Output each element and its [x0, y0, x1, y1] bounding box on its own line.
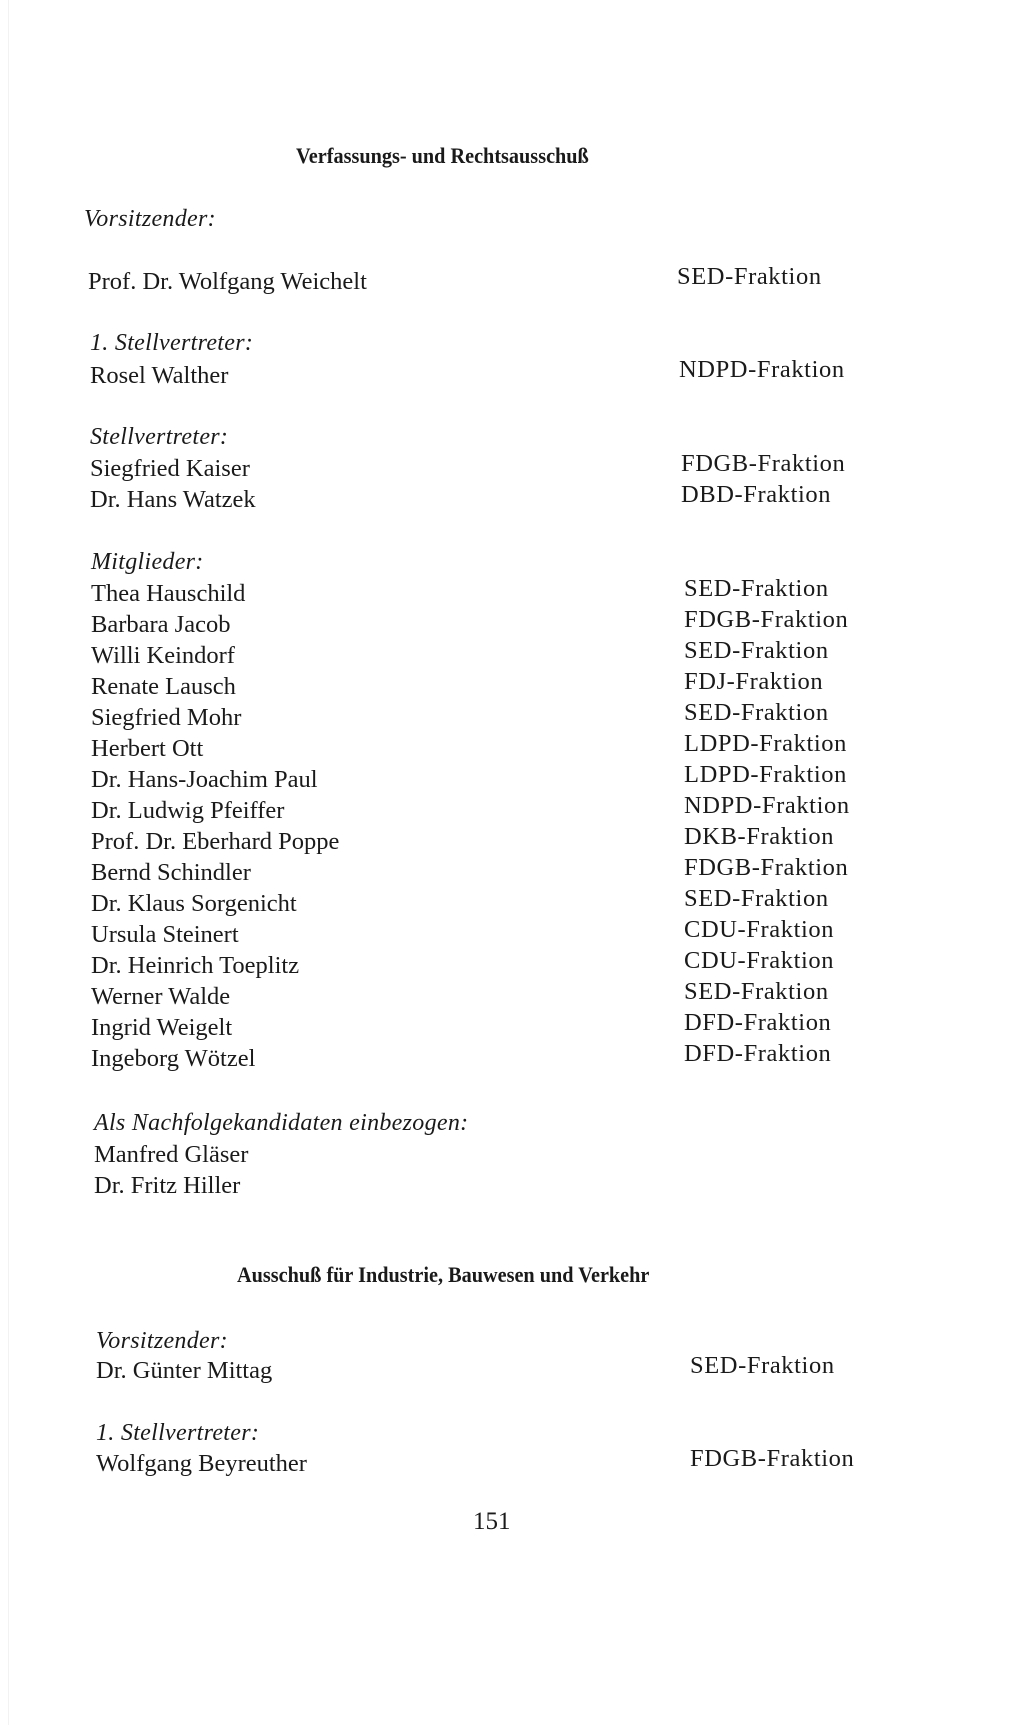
section1-successors-label: Als Nachfolgekandidaten einbezogen: [94, 1110, 469, 1136]
section2-title: Ausschuß für Industrie, Bauwesen und Verkehr [237, 1262, 650, 1287]
member-name: Siegfried Mohr [91, 704, 242, 731]
member-name: Willi Keindorf [91, 642, 235, 669]
member-name: Barbara Jacob [91, 611, 231, 638]
section1-chair-faction: SED-Fraktion [677, 263, 822, 290]
member-faction: FDJ-Fraktion [684, 668, 824, 695]
section1-deputy-name: Siegfried Kaiser [90, 455, 250, 482]
section1-deputy1-label: 1. Stellvertreter: [90, 330, 254, 356]
member-name: Dr. Klaus Sorgenicht [91, 890, 297, 917]
member-name: Renate Lausch [91, 673, 236, 700]
member-faction: SED-Fraktion [684, 885, 829, 912]
member-faction: CDU-Fraktion [684, 916, 835, 943]
member-faction: FDGB-Fraktion [684, 854, 849, 881]
section2-chair-label: Vorsitzender: [96, 1328, 228, 1354]
section1-deputy1-name: Rosel Walther [90, 362, 229, 389]
member-faction: SED-Fraktion [684, 575, 829, 602]
section1-deputy-faction: DBD-Fraktion [681, 481, 832, 508]
section1-deputy1-faction: NDPD-Fraktion [679, 356, 845, 383]
member-faction: DFD-Fraktion [684, 1040, 832, 1067]
page-number: 151 [473, 1508, 511, 1535]
member-faction: DFD-Fraktion [684, 1009, 832, 1036]
member-name: Ingeborg Wötzel [91, 1045, 256, 1072]
member-name: Dr. Ludwig Pfeiffer [91, 797, 285, 824]
successor-name: Dr. Fritz Hiller [94, 1172, 241, 1199]
member-name: Werner Walde [91, 983, 231, 1010]
section1-deputy-faction: FDGB-Fraktion [681, 450, 846, 477]
member-faction: SED-Fraktion [684, 978, 829, 1005]
member-faction: SED-Fraktion [684, 637, 829, 664]
member-name: Herbert Ott [91, 735, 204, 762]
section2-chair-name: Dr. Günter Mittag [96, 1357, 273, 1384]
section1-chair-name: Prof. Dr. Wolfgang Weichelt [88, 268, 367, 295]
section1-title: Verfassungs- und Rechtsausschuß [296, 143, 589, 168]
successor-name: Manfred Gläser [94, 1141, 249, 1168]
member-name: Bernd Schindler [91, 859, 251, 886]
member-name: Ursula Steinert [91, 921, 239, 948]
section1-deputies-label: Stellvertreter: [90, 424, 229, 450]
member-name: Thea Hauschild [91, 580, 246, 607]
member-faction: NDPD-Fraktion [684, 792, 850, 819]
member-faction: CDU-Fraktion [684, 947, 835, 974]
member-name: Dr. Hans-Joachim Paul [91, 766, 318, 793]
section1-members-label: Mitglieder: [91, 549, 204, 575]
member-faction: LDPD-Fraktion [684, 761, 847, 788]
member-name: Prof. Dr. Eberhard Poppe [91, 828, 340, 855]
section1-deputy-name: Dr. Hans Watzek [90, 486, 256, 513]
member-faction: DKB-Fraktion [684, 823, 835, 850]
section2-chair-faction: SED-Fraktion [690, 1352, 835, 1379]
member-faction: FDGB-Fraktion [684, 606, 849, 633]
section2-deputy1-label: 1. Stellvertreter: [96, 1420, 260, 1446]
member-faction: LDPD-Fraktion [684, 730, 847, 757]
section1-chair-label: Vorsitzender: [84, 206, 216, 232]
member-name: Ingrid Weigelt [91, 1014, 233, 1041]
member-name: Dr. Heinrich Toeplitz [91, 952, 300, 979]
member-faction: SED-Fraktion [684, 699, 829, 726]
page-edge [8, 0, 9, 1725]
section2-deputy1-faction: FDGB-Fraktion [690, 1445, 855, 1472]
section2-deputy1-name: Wolfgang Beyreuther [96, 1450, 307, 1477]
